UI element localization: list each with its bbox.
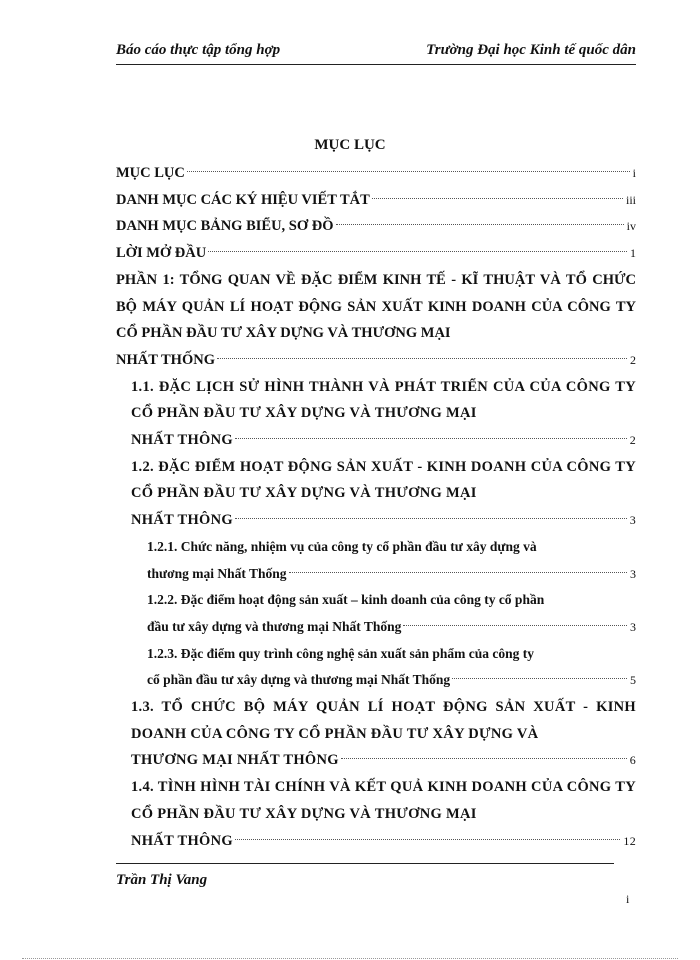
toc-entry-heading: 1.3. TỔ CHỨC BỘ MÁY QUẢN LÍ HOẠT ĐỘNG SẢN XUẤT - KINH DOANH CỦA CÔNG TY CỔ PHẦN ĐẦU TƯ XÂY DỰNG VÀ [131, 699, 636, 742]
toc-entry-label: NHẤT THÔNG [131, 432, 233, 449]
header-university: Trường Đại học Kinh tế quốc dân [426, 42, 636, 58]
header-report-title: Báo cáo thực tập tổng hợp [116, 42, 281, 58]
toc-entry-1-2-2[interactable] [147, 587, 636, 640]
toc-entry-1-4[interactable] [131, 774, 636, 854]
toc-entry[interactable] [116, 187, 636, 214]
toc-page-number: 6 [629, 753, 636, 768]
toc-entry-1-2[interactable] [131, 454, 636, 534]
toc-entry-heading: PHẦN 1: TỔNG QUAN VỀ ĐẶC ĐIỂM KINH TẾ - KĨ THUẬT VÀ TỔ CHỨC BỘ MÁY QUẢN LÍ HOẠT ĐỘNG SẢN XUẤT KINH DOANH CỦA CÔNG TY CỔ PHẦN ĐẦU TƯ XÂY DỰNG VÀ THƯƠNG MẠI [116, 271, 636, 342]
toc-entry-heading: 1.2. ĐẶC ĐIỂM HOẠT ĐỘNG SẢN XUẤT - KINH DOANH CỦA CÔNG TY CỔ PHẦN ĐẦU TƯ XÂY DỰNG VÀ THƯƠNG MẠI [131, 458, 636, 502]
toc-page-number: 2 [629, 433, 636, 448]
toc-entry-1-1[interactable] [131, 374, 636, 454]
toc-entry-label: DANH MỤC BẢNG BIỂU, SƠ ĐỒ [116, 218, 334, 235]
toc-page-number: iii [625, 192, 636, 207]
dot-leader [187, 171, 630, 172]
dot-leader [372, 198, 623, 199]
toc-entry-heading: 1.2.3. Đặc điểm quy trình công nghệ sản xuất sản phẩm của công ty [147, 645, 535, 661]
toc-entry-label: đầu tư xây dựng và thương mại Nhất Thống [147, 618, 402, 634]
toc-entry-label: thương mại Nhất Thống [147, 565, 287, 581]
toc-entry-label: cổ phần đầu tư xây dựng và thương mại Nhất Thống [147, 672, 451, 688]
toc-page-number: 3 [630, 619, 636, 634]
dot-leader [235, 438, 627, 439]
toc-entry[interactable] [116, 213, 636, 240]
toc-page-number: 3 [630, 566, 636, 581]
footer-author: Trần Thị Vang [116, 872, 208, 888]
toc-page-number: 3 [629, 513, 636, 528]
dot-leader [452, 678, 627, 679]
toc-entry-heading: 1.4. TÌNH HÌNH TÀI CHÍNH VÀ KẾT QUẢ KINH DOANH CỦA CÔNG TY CỔ PHẦN ĐẦU TƯ XÂY DỰNG VÀ THƯƠNG MẠI [131, 779, 636, 822]
toc-page-number: 5 [630, 673, 636, 688]
dot-leader [341, 758, 627, 759]
toc-entry-1-2-3[interactable] [147, 641, 636, 694]
page-boundary [22, 958, 678, 959]
page-number: i [626, 892, 630, 906]
toc-entry-heading: 1.2.2. Đặc điểm hoạt động sản xuất – kinh doanh của công ty cổ phần [147, 592, 545, 608]
toc-entry-label: MỤC LỤC [116, 165, 185, 181]
toc-entry-heading: 1.1. ĐẶC LỊCH SỬ HÌNH THÀNH VÀ PHÁT TRIỂN CỦA CỦA CÔNG TY CỔ PHẦN ĐẦU TƯ XÂY DỰNG VÀ THƯƠNG MẠI [131, 378, 636, 422]
dot-leader [217, 358, 627, 359]
toc-page-number: 1 [630, 246, 636, 261]
dot-leader [289, 572, 628, 573]
toc-entry-part-1[interactable] [116, 267, 636, 374]
toc-page-number: 12 [623, 833, 636, 848]
table-of-contents [116, 160, 636, 854]
toc-entry-label: LỜI MỞ ĐẦU [116, 245, 207, 262]
toc-entry-label: NHẤT THÔNG [131, 512, 233, 529]
toc-entry[interactable] [116, 160, 636, 187]
toc-title: MỤC LỤC [314, 137, 386, 153]
toc-entry-label: NHẤT THỐNG [116, 351, 215, 368]
dot-leader [235, 518, 627, 519]
toc-entry-1-2-1[interactable] [147, 534, 636, 587]
page-header [116, 40, 636, 65]
toc-page-number: i [632, 166, 636, 180]
toc-entry-label: THƯƠNG MẠI NHẤT THÔNG [131, 752, 339, 769]
toc-page-number: 2 [630, 352, 636, 367]
dot-leader [208, 251, 627, 252]
toc-entry-label: NHẤT THÔNG [131, 832, 233, 849]
toc-entry-heading: 1.2.1. Chức năng, nhiệm vụ của công ty cổ phần đầu tư xây dựng và [147, 538, 537, 554]
dot-leader [336, 224, 624, 225]
toc-page-number: iv [626, 219, 636, 234]
dot-leader [235, 839, 620, 840]
dot-leader [403, 625, 627, 626]
toc-entry-label: DANH MỤC CÁC KÝ HIỆU VIẾT TẮT [116, 191, 370, 208]
toc-entry[interactable] [116, 240, 636, 267]
toc-entry-1-3[interactable] [131, 694, 636, 774]
footer-rule [116, 863, 614, 864]
